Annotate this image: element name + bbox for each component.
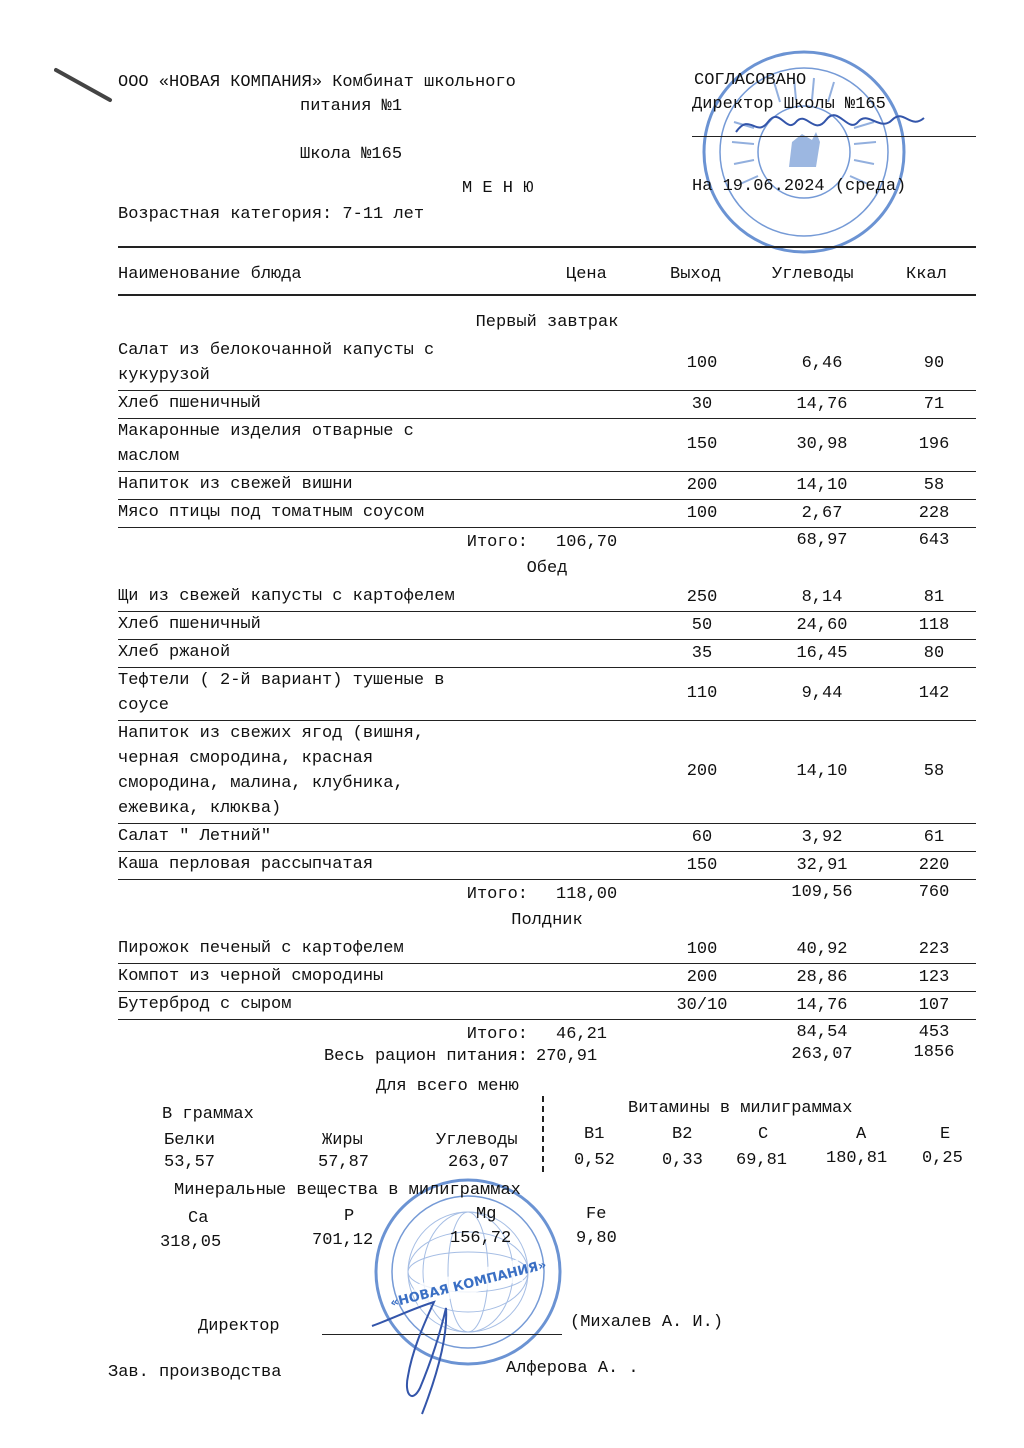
vitamin-a-label: A	[856, 1125, 867, 1144]
dish-kcal: 223	[918, 939, 950, 959]
dish-kcal: 220	[918, 855, 950, 875]
dish-output: 250	[686, 587, 718, 607]
col-price: Цена	[566, 265, 607, 284]
vitamin-e-value: 0,25	[922, 1149, 963, 1168]
col-carbs: Углеводы	[772, 265, 854, 284]
dish-carbs: 6,46	[801, 354, 843, 373]
mineral-mg-value: 156,72	[450, 1229, 512, 1248]
row-divider	[118, 527, 976, 528]
age-category: Возрастная категория: 7-11 лет	[118, 205, 425, 224]
protein-label: Белки	[164, 1131, 216, 1150]
dish-name: Хлеб пшеничный	[118, 394, 261, 413]
section-total-price: 118,00	[556, 885, 618, 904]
dish-name: Каша перловая рассыпчатая	[118, 855, 374, 874]
dish-carbs: 40,92	[796, 939, 848, 959]
dish-output: 60	[691, 827, 713, 847]
dish-name: Хлеб пшеничный	[118, 615, 261, 634]
dish-name: Мясо птицы под томатным соусом	[118, 503, 425, 522]
production-label: Зав. производства	[108, 1363, 282, 1382]
dish-name: Салат из белокочанной капусты с кукурузой	[118, 341, 435, 385]
dish-output: 100	[686, 354, 718, 373]
org-name-line2: питания №1	[300, 97, 403, 116]
vitamin-b2-label: B2	[672, 1125, 693, 1144]
dish-carbs: 3,92	[801, 827, 843, 847]
dish-name: Бутерброд с сыром	[118, 995, 292, 1014]
dish-name: Салат " Летний"	[118, 827, 272, 846]
dish-carbs: 32,91	[796, 855, 848, 875]
table-header-rule	[118, 294, 976, 296]
dish-output: 35	[691, 643, 713, 663]
grand-total-label: Весь рацион питания:	[323, 1047, 528, 1066]
dish-name: Макаронные изделия отварные с маслом	[118, 422, 414, 466]
vitamins-title: Витамины в милиграммах	[628, 1099, 853, 1118]
scan-mark	[54, 66, 114, 106]
dish-output: 100	[686, 939, 718, 959]
school-director-signature	[730, 108, 930, 144]
section-total-label: Итого:	[466, 1025, 528, 1044]
dish-name: Хлеб ржаной	[118, 643, 231, 662]
production-name: Алферова А. .	[506, 1359, 639, 1378]
vitamin-b2-value: 0,33	[662, 1151, 703, 1170]
dish-name: Напиток из свежих ягод (вишня, черная смородина, красная смородина, малина, клубника, ежевика, клюква)	[118, 724, 425, 818]
org-name-line1: ООО «НОВАЯ КОМПАНИЯ» Комбинат школьного	[118, 73, 516, 92]
dish-carbs: 28,86	[796, 967, 848, 987]
dish-carbs: 14,76	[796, 995, 848, 1015]
section-title-lunch: Обед	[526, 559, 568, 578]
dish-name: Щи из свежей капусты с картофелем	[118, 587, 455, 606]
dish-output: 110	[686, 684, 718, 703]
row-divider	[118, 879, 976, 880]
vitamin-c-label: C	[758, 1125, 769, 1144]
school-director-label: Директор Школы №165	[692, 95, 886, 114]
col-dish-name: Наименование блюда	[118, 265, 302, 284]
section-total-carbs: 84,54	[796, 1023, 848, 1042]
dish-output: 200	[686, 475, 718, 495]
grand-total-carbs: 263,07	[791, 1045, 853, 1064]
director-name: (Михалев А. И.)	[570, 1313, 724, 1332]
section-title-breakfast: Первый завтрак	[475, 313, 619, 332]
grand-total-price: 270,91	[536, 1047, 598, 1066]
minerals-title: Минеральные вещества в милиграммах	[174, 1181, 521, 1200]
dish-output: 200	[686, 762, 718, 781]
carbs-value: 263,07	[448, 1153, 510, 1172]
section-total-kcal: 643	[918, 531, 950, 550]
row-divider	[118, 1019, 976, 1020]
mineral-ca-label: Ca	[188, 1209, 209, 1228]
dish-kcal: 142	[918, 684, 950, 703]
vitamin-e-label: E	[940, 1125, 951, 1144]
dish-kcal: 123	[918, 967, 950, 987]
section-total-carbs: 109,56	[791, 883, 853, 902]
dish-output: 150	[686, 435, 718, 454]
school-name: Школа №165	[300, 145, 403, 164]
dish-name: Пирожок печеный с картофелем	[118, 939, 404, 958]
dish-carbs: 9,44	[801, 684, 843, 703]
section-total-price: 46,21	[556, 1025, 608, 1044]
mineral-mg-label: Mg	[476, 1205, 497, 1224]
dish-kcal: 196	[918, 435, 950, 454]
carbs-label: Углеводы	[436, 1131, 518, 1150]
director-label: Директор	[198, 1317, 280, 1336]
protein-value: 53,57	[164, 1153, 216, 1172]
dish-carbs: 14,10	[796, 762, 848, 781]
fat-label: Жиры	[322, 1131, 363, 1150]
dish-output: 100	[686, 503, 718, 523]
dish-kcal: 228	[918, 503, 950, 523]
section-total-label: Итого:	[466, 533, 528, 552]
mineral-fe-value: 9,80	[576, 1229, 617, 1248]
dish-kcal: 118	[918, 615, 950, 635]
menu-title: М Е Н Ю	[462, 179, 534, 198]
vitamin-b1-value: 0,52	[574, 1151, 615, 1170]
mineral-p-label: P	[344, 1207, 355, 1226]
dish-kcal: 80	[923, 643, 945, 663]
menu-date: На 19.06.2024 (среда)	[692, 177, 907, 196]
mineral-p-value: 701,12	[312, 1231, 374, 1250]
dish-kcal: 90	[923, 354, 945, 373]
dish-carbs: 24,60	[796, 615, 848, 635]
section-total-price: 106,70	[556, 533, 618, 552]
mineral-fe-label: Fe	[586, 1205, 607, 1224]
mineral-ca-value: 318,05	[160, 1233, 222, 1252]
approved-label: СОГЛАСОВАНО	[694, 71, 807, 90]
dish-kcal: 71	[923, 394, 945, 414]
dish-kcal: 81	[923, 587, 945, 607]
dish-name: Напиток из свежей вишни	[118, 475, 353, 494]
vitamin-a-value: 180,81	[826, 1149, 888, 1168]
vitamin-c-value: 69,81	[736, 1151, 788, 1170]
dish-carbs: 8,14	[801, 587, 843, 607]
dish-output: 30	[691, 394, 713, 414]
dish-kcal: 61	[923, 827, 945, 847]
dish-output: 150	[686, 855, 718, 875]
dish-output: 200	[686, 967, 718, 987]
section-total-label: Итого:	[466, 885, 528, 904]
section-total-kcal: 453	[918, 1023, 950, 1042]
dish-output: 30/10	[676, 995, 728, 1015]
dish-kcal: 107	[918, 995, 950, 1015]
section-title-snack: Полдник	[511, 911, 583, 930]
company-stamp-text: «НОВАЯ КОМПАНИЯ»	[388, 1257, 549, 1312]
fat-value: 57,87	[318, 1153, 370, 1172]
grand-total-kcal: 1856	[913, 1043, 955, 1062]
dish-carbs: 30,98	[796, 435, 848, 454]
col-output: Выход	[670, 265, 722, 284]
nutrients-divider	[542, 1096, 544, 1172]
dish-name: Тефтели ( 2-й вариант) тушеные в соусе	[118, 671, 445, 715]
dish-output: 50	[691, 615, 713, 635]
director-signature	[364, 1268, 474, 1418]
section-total-kcal: 760	[918, 883, 950, 902]
section-total-carbs: 68,97	[796, 531, 848, 550]
grams-title: В граммах	[162, 1105, 254, 1124]
col-kcal: Ккал	[906, 265, 947, 284]
dish-kcal: 58	[923, 762, 945, 781]
dish-name: Компот из черной смородины	[118, 967, 384, 986]
dish-carbs: 14,10	[796, 475, 848, 495]
dish-kcal: 58	[923, 475, 945, 495]
vitamin-b1-label: B1	[584, 1125, 605, 1144]
dish-carbs: 2,67	[801, 503, 843, 523]
dish-carbs: 14,76	[796, 394, 848, 414]
dish-carbs: 16,45	[796, 643, 848, 663]
nutrients-title: Для всего меню	[376, 1077, 519, 1096]
table-top-rule	[118, 246, 976, 248]
